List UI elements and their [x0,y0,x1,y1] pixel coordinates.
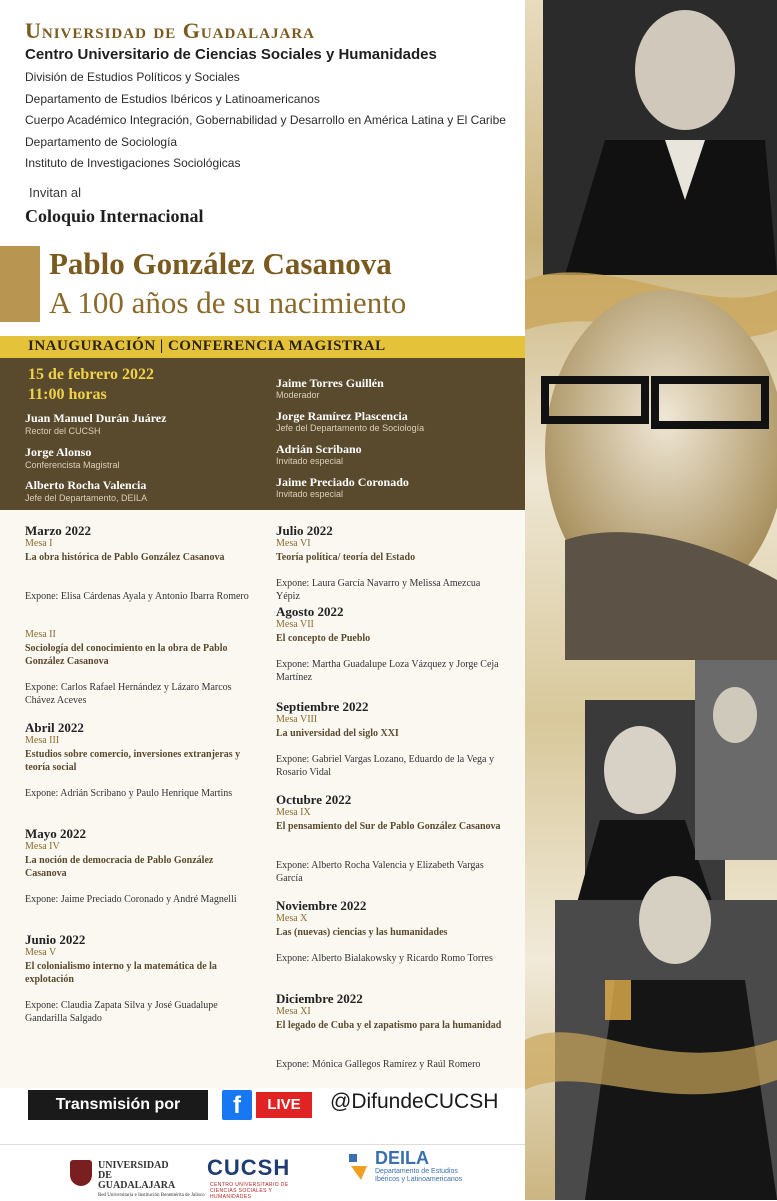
speaker-name: Jaime Preciado Coronado [276,475,409,489]
facebook-icon[interactable]: f [222,1090,252,1120]
mesa-label: Mesa V [25,947,57,958]
inauguration-band-label: INAUGURACIÓN | CONFERENCIA MAGISTRAL [28,338,386,354]
month-heading: Julio 2022 [276,523,333,538]
udg-logo-sub: Red Universitaria e Institución Benemérita de Jalisco [98,1193,205,1198]
department-line: Cuerpo Académico Integración, Gobernabilidad y Desarrollo en América Latina y El Caribe [25,113,506,127]
deila-mark-icon [347,1152,371,1182]
event-subtitle: A 100 años de su nacimiento [49,285,407,320]
mesa-label: Mesa I [25,538,53,549]
inauguration-date: 15 de febrero 2022 [28,366,155,383]
coloquio-title: Coloquio Internacional [25,206,204,226]
mesa-label: Mesa II [25,629,56,640]
mesa-speakers: Expone: Elisa Cárdenas Ayala y Antonio Ibarra Romero [25,591,249,602]
deila-logo: DEILA [375,1148,429,1168]
social-handle[interactable]: @DifundeCUCSH [330,1090,499,1113]
cucsh-logo: CUCSH [207,1155,291,1180]
mesa-speakers: Expone: Laura García Navarro y Melissa Amezcua Yépiz [276,578,481,602]
mesa-label: Mesa III [25,735,60,746]
month-heading: Septiembre 2022 [276,699,369,714]
live-badge[interactable]: LIVE [256,1092,312,1118]
speaker-role: Invitado especial [276,489,344,499]
deila-logo-sub: Departamento de Estudios Ibéricos y Latinoamericanos [375,1168,463,1183]
month-heading: Noviembre 2022 [276,898,367,913]
speaker-name: Alberto Rocha Valencia [25,478,147,492]
mesa-title: El legado de Cuba y el zapatismo para la humanidad [276,1020,502,1031]
university-name: Universidad de Guadalajara [25,18,316,43]
department-line: Departamento de Estudios Ibéricos y Latinoamericanos [25,92,320,106]
speaker-role: Moderador [276,390,320,400]
mesa-label: Mesa IV [25,841,60,852]
month-heading: Agosto 2022 [276,604,344,619]
centro-name: Centro Universitario de Ciencias Sociales y Humanidades [25,46,437,63]
sessions-calendar [0,510,525,1088]
udg-shield-icon [70,1160,92,1186]
invite-text: Invitan al [29,185,82,200]
speaker-role: Jefe del Departamento, DEILA [25,493,148,503]
inauguration-panel [0,358,525,510]
udg-logo [98,1161,205,1201]
mesa-speakers: Expone: Alberto Bialakowsky y Ricardo Romo Torres [276,953,493,964]
mesa-speakers: Expone: Martha Guadalupe Loza Vázquez y Jorge Ceja Martínez [276,659,499,683]
stream-label: Transmisión por [28,1090,208,1120]
title-accent-bar [0,246,40,322]
mesa-label: Mesa XI [276,1006,311,1017]
mesa-speakers: Expone: Claudia Zapata Silva y José Guadalupe Gandarilla Salgado [25,1000,218,1024]
mesa-title: El pensamiento del Sur de Pablo González Casanova [276,821,501,832]
speaker-role: Rector del CUCSH [25,426,101,436]
speaker-name: Adrián Scribano [276,442,362,456]
mesa-title: Las (nuevas) ciencias y las humanidades [276,927,448,938]
inauguration-band [0,336,525,358]
month-heading: Junio 2022 [25,932,86,947]
inauguration-time: 11:00 horas [28,386,107,403]
mesa-label: Mesa VII [276,619,314,630]
event-title: Pablo González Casanova [49,246,392,281]
mesa-title: El concepto de Pueblo [276,633,371,644]
mesa-speakers: Expone: Gabriel Vargas Lozano, Eduardo de la Vega y Rosario Vidal [276,754,494,778]
mesa-label: Mesa X [276,913,308,924]
mesa-speakers: Expone: Jaime Preciado Coronado y André Magnelli [25,894,237,905]
portrait-collage-image [525,0,777,1200]
mesa-title: La universidad del siglo XXI [276,728,399,739]
month-heading: Abril 2022 [25,720,84,735]
mesa-label: Mesa VIII [276,714,318,725]
udg-logo-name: UNIVERSIDAD DE GUADALAJARA [98,1160,176,1191]
cucsh-logo-sub: CENTRO UNIVERSITARIO DE CIENCIAS SOCIALES Y HUMANIDADES [210,1182,289,1200]
mesa-speakers: Expone: Alberto Rocha Valencia y Elizabeth Vargas García [276,860,484,884]
month-heading: Marzo 2022 [25,523,92,538]
mesa-title: Teoría política/ teoría del Estado [276,552,416,563]
mesa-title: El colonialismo interno y la matemática de la explotación [25,961,217,985]
photo-collage [525,0,777,1200]
mesa-speakers: Expone: Adrián Scribano y Paulo Henrique Martins [25,788,233,799]
speaker-name: Juan Manuel Durán Juárez [25,411,167,425]
speaker-role: Conferencista Magistral [25,460,120,470]
speaker-name: Jaime Torres Guillén [276,376,384,390]
mesa-title: La obra histórica de Pablo González Casanova [25,552,225,563]
speaker-role: Invitado especial [276,456,344,466]
mesa-speakers: Expone: Carlos Rafael Hernández y Lázaro Marcos Chávez Aceves [25,682,232,706]
month-heading: Diciembre 2022 [276,991,363,1006]
month-heading: Octubre 2022 [276,792,352,807]
speaker-name: Jorge Ramírez Plascencia [276,409,408,423]
month-heading: Mayo 2022 [25,826,87,841]
department-line: Departamento de Sociología [25,135,178,149]
mesa-title: Estudios sobre comercio, inversiones extranjeras y teoría social [25,749,241,773]
mesa-speakers: Expone: Mónica Gallegos Ramírez y Raúl Romero [276,1059,481,1070]
mesa-title: La noción de democracia de Pablo González Casanova [25,855,214,879]
department-line: División de Estudios Políticos y Sociales [25,70,240,84]
speaker-role: Jefe del Departamento de Sociología [276,423,425,433]
mesa-label: Mesa VI [276,538,311,549]
mesa-title: Sociología del conocimiento en la obra de Pablo González Casanova [25,643,228,667]
mesa-label: Mesa IX [276,807,311,818]
speaker-name: Jorge Alonso [25,445,92,459]
department-line: Instituto de Investigaciones Sociológicas [25,156,241,170]
